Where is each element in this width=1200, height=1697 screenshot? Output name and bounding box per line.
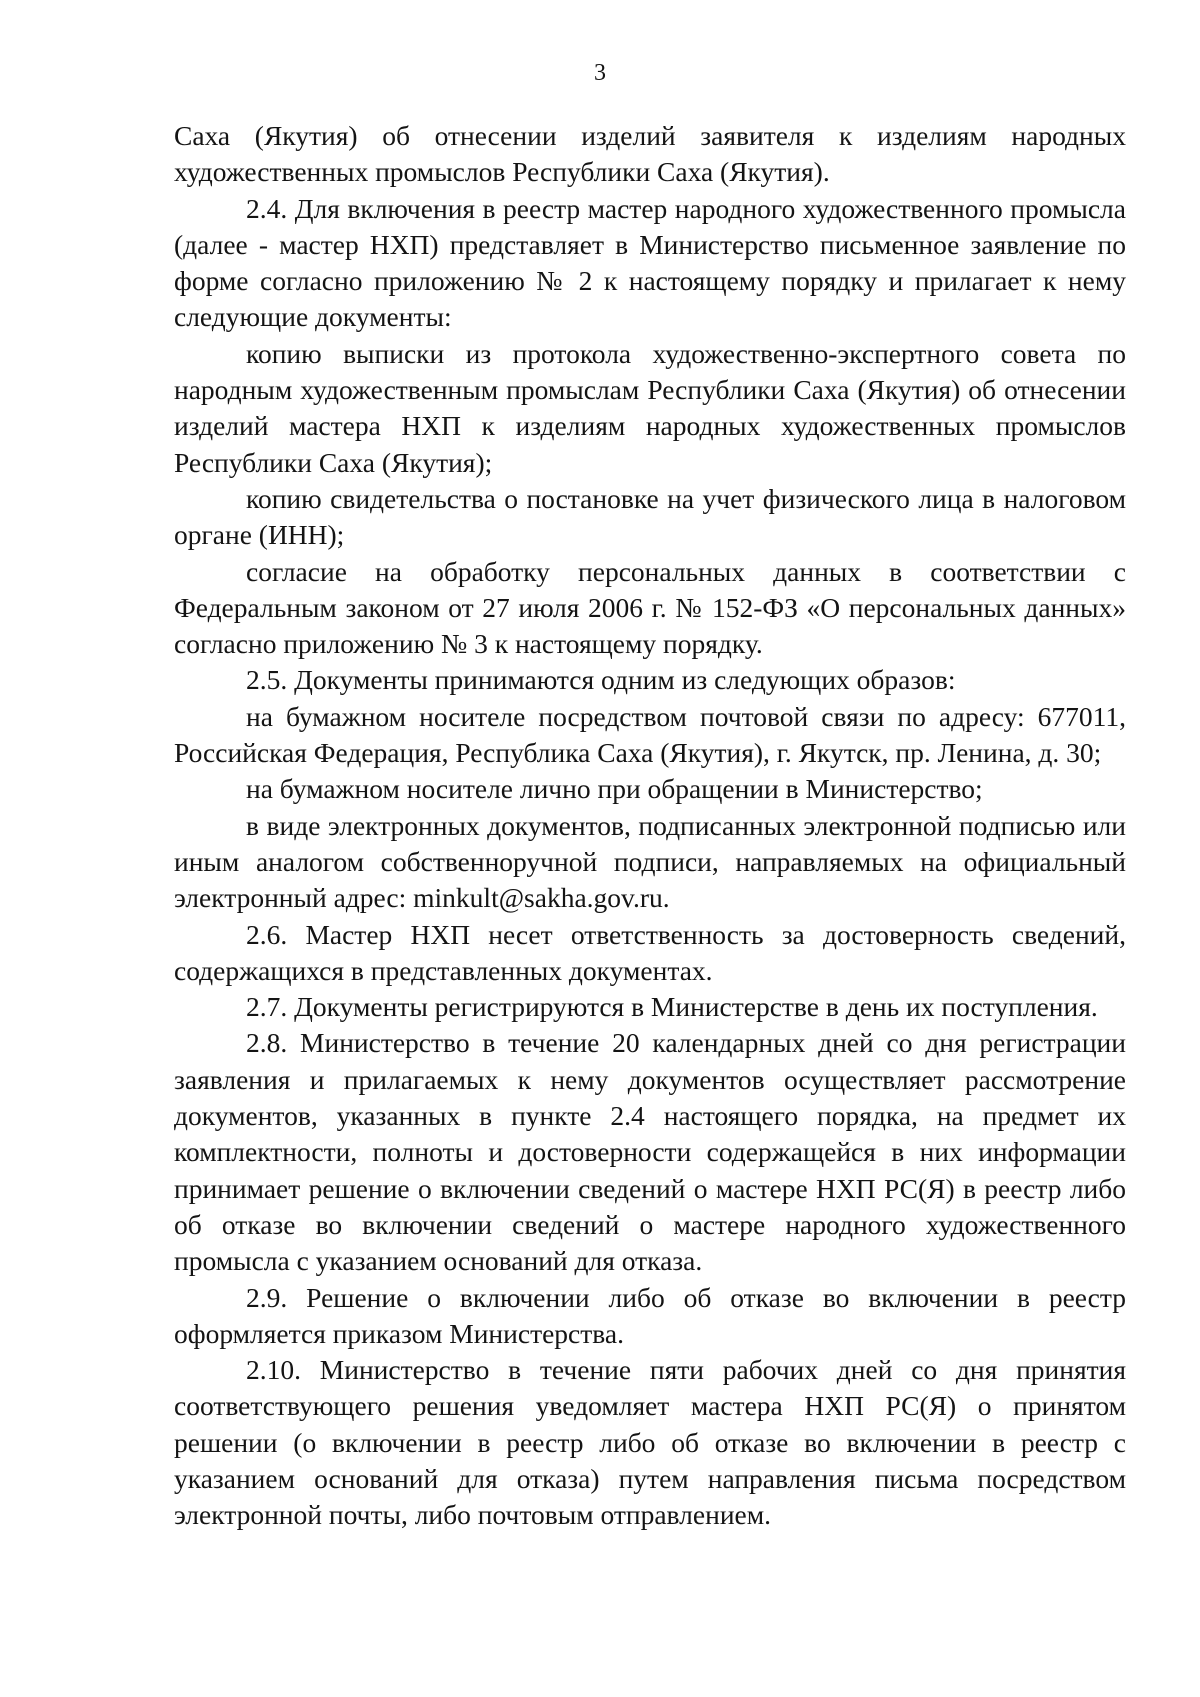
paragraph: 2.7. Документы регистрируются в Министерстве в день их поступления.	[246, 991, 1098, 1023]
paragraph: копию выписки из протокола художественно-экспертного совета по народным художественным промыслам Республики Саха (Якутия) об отнесении изделий мастера НХП к изделиям народных художественных промыслов Республики Саха (Якутия);	[174, 337, 1126, 478]
paragraph: 2.10. Министерство в течение пяти рабочих дней со дня принятия соответствующего решения уведомляет мастера НХП РС(Я) о принятом решении (о включении в реестр либо об отказе во включении в реестр с указанием оснований для отказа) путем направления письма посредством электронной почты, либо почтовым отправлением.	[174, 1354, 1126, 1531]
page-number: 3	[594, 60, 606, 86]
paragraph: согласие на обработку персональных данных в соответствии с Федеральным законом от 27 июля 2006 г. № 152-ФЗ «О персональных данных» согласно приложению № 3 к настоящему порядку.	[174, 555, 1126, 660]
document-body	[174, 118, 1126, 1534]
paragraph: на бумажном носителе посредством почтовой связи по адресу: 677011, Российская Федерация, Республика Саха (Якутия), г. Якутск, пр. Ленина, д. 30;	[174, 700, 1126, 769]
paragraph: 2.9. Решение о включении либо об отказе во включении в реестр оформляется приказом Министерства.	[174, 1281, 1126, 1349]
paragraph: 2.4. Для включения в реестр мастер народного художественного промысла (далее - мастер НХП) представляет в Министерство письменное заявление по форме согласно приложению № 2 к настоящему порядку и прилагает к нему следующие документы:	[174, 192, 1126, 333]
paragraph: 2.5. Документы принимаются одним из следующих образов:	[246, 664, 956, 696]
paragraph: Саха (Якутия) об отнесении изделий заявителя к изделиям народных художественных промыслов Республики Саха (Якутия).	[174, 120, 1126, 188]
paragraph: копию свидетельства о постановке на учет физического лица в налоговом органе (ИНН);	[174, 482, 1126, 551]
paragraph: на бумажном носителе лично при обращении в Министерство;	[246, 773, 983, 805]
paragraph: 2.8. Министерство в течение 20 календарных дней со дня регистрации заявления и прилагаемых к нему документов осуществляет рассмотрение документов, указанных в пункте 2.4 настоящего порядка, на предмет их комплектности, полноты и достоверности содержащейся в них информации принимает решение о включении сведений о мастере НХП РС(Я) в реестр либо об отказе во включении сведений о мастере народного художественного промысла с указанием оснований для отказа.	[174, 1027, 1126, 1277]
paragraph: 2.6. Мастер НХП несет ответственность за достоверность сведений, содержащихся в представленных документах.	[174, 918, 1126, 986]
paragraph: в виде электронных документов, подписанных электронной подписью или иным аналогом собственноручной подписи, направляемых на официальный электронный адрес: minkult@sakha.gov.ru.	[174, 809, 1126, 914]
